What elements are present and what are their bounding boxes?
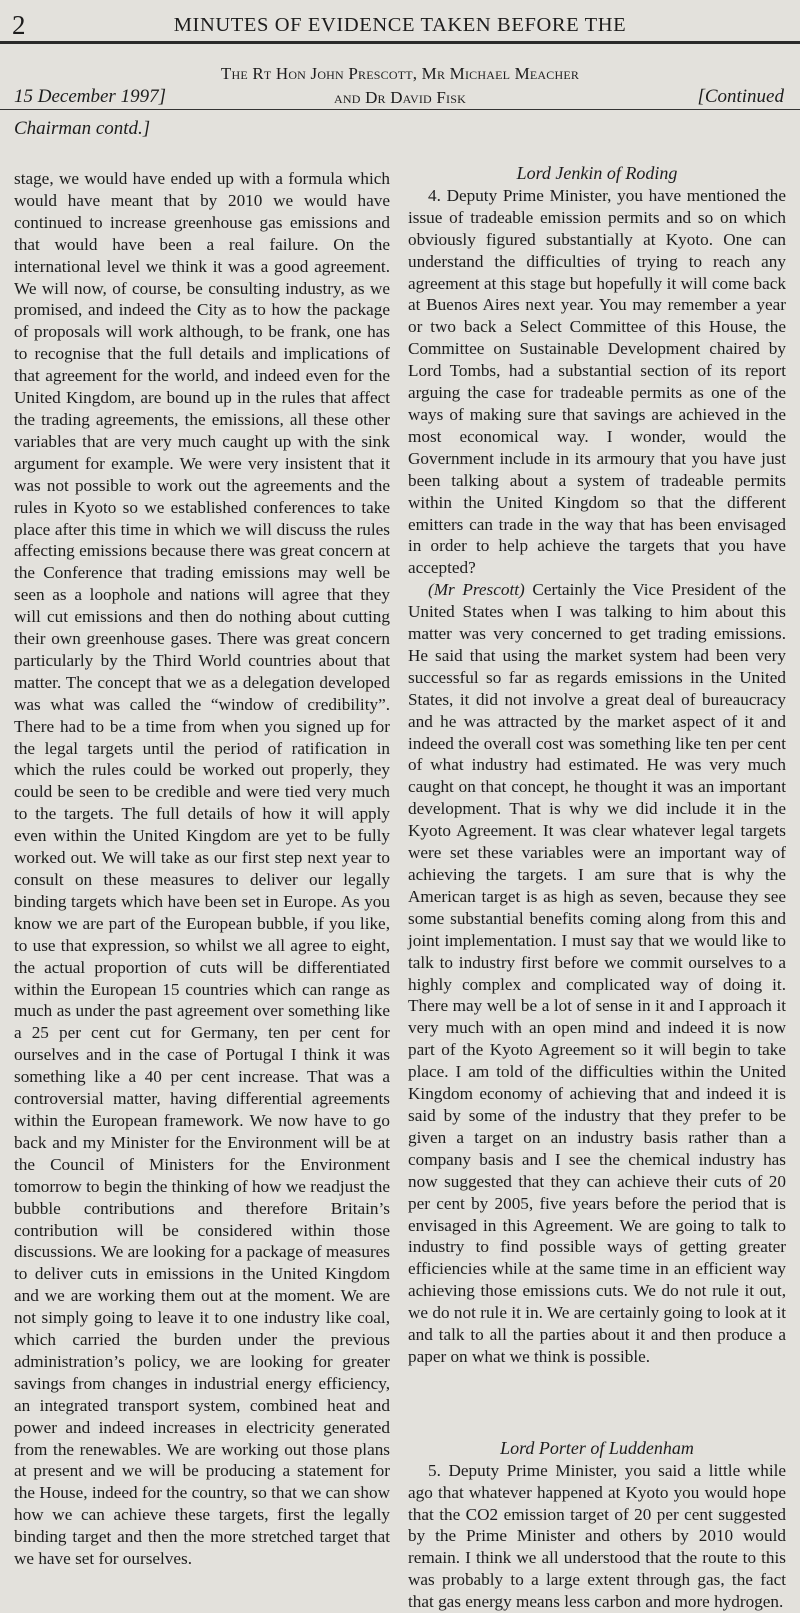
speaker-chairman: Chairman contd.]	[14, 118, 151, 139]
header-rule	[0, 41, 800, 44]
section-spacer	[408, 1368, 786, 1438]
hearing-date: 15 December 1997]	[14, 86, 166, 107]
right-column	[408, 163, 787, 1612]
witness-names	[0, 62, 800, 110]
answer-4	[408, 579, 786, 1368]
continued-label: [Continued	[697, 86, 784, 107]
question-4: 4. Deputy Prime Minister, you have mentioned the issue of tradeable emission permits and so on which obviously figured substantially at Kyoto. One can understand the difficulties of trying to reach any agreement at this stage but hopefully it will come back at Buenos Aires next year. You may remember a year or two back a Select Committee of this House, the Committee on Sustainable Development chaired by Lord Tombs, had a substantial section of its report arguing the case for tradeable permits as one of the ways of making sure that savings are achieved in the most economical way. I wonder, would the Government include in its armoury that you have just been talking about a system of tradeable permits within the United Kingdom so that the different emitters can trade in the way that has been envisaged in order to help achieve the targets that you have accepted?	[408, 185, 786, 578]
question-5: 5. Deputy Prime Minister, you said a little while ago that whatever happened at Kyoto you would hope that the CO2 emission target of 20 per cent suggested by the Prime Minister and others by 2010 would remain. I think we all understood that the route to this was probably to a large extent through gas, the fact that gas energy means less carbon and more hydrogen.	[408, 1460, 786, 1612]
witness-line-1: The Rt Hon John Prescott, Mr Michael Meacher	[220, 64, 580, 83]
section-rule	[0, 109, 800, 110]
witness-prescott: (Mr Prescott)	[428, 580, 525, 600]
left-column	[14, 168, 390, 1569]
hearing-header	[0, 48, 800, 108]
page-number: 2	[12, 10, 26, 40]
chairman-paragraph: stage, we would have ended up with a formula which would have meant that by 2010 we would have continued to increase greenhouse gas emissions and that would have been a real failure. On the international level we think it was a good agreement. We will now, of course, be consulting industry, as we promised, and indeed the City as to how the package of proposals will work although, to be frank, one has to recognise that the full details and implications of that agreement for the world, and indeed even for the United Kingdom, are bound up in the rules that affect the trading agreements, the emissions, all these other variables that are very much caught up with the sink argument for example. We were very insistent that it was not possible to work out the agreements and the rules in Kyoto so we established conferences to take place after this time in which we will discuss the rules affecting emissions because there was great concern at the Conference that trading emissions may well be seen as a loophole and nations will agree that they will cut emissions and then do nothing about cutting their own greenhouse gases. There was great concern particularly by the Third World countries about that matter. The concept that we as a delegation developed was what was called the “window of credibility”. There had to be a time from when you signed up for the legal targets until the period of ratification in which the rules could be worked out properly, they could be seen to be credible and were tied very much to the targets. The full details of how it will apply even within the United Kingdom are yet to be fully worked out. We will take as our first step next year to consult on these measures to deliver our legally binding targets which have been set in Europe. As you know we are part of the European bubble, if you like, to use that expression, so whilst we all agree to eight, the actual proportion of cuts will be differentiated within the European 15 countries which can range as much as under the past agreement over something like a 25 per cent cut for Germany, ten per cent for ourselves and in the case of Portugal I think it was something like a 40 per cent increase. That was a controversial matter, having differential agreements within the European framework. We now have to go back and my Minister for the Environment will be at the Council of Ministers for the Environment tomorrow to begin the thinking of how we readjust the bubble contributions and therefore Britain’s contribution will be considered within those discussions. We are looking for a package of measures to deliver cuts in emissions in the United Kingdom and we are working them out at the moment. We are not simply going to leave it to one industry like coal, which carried the burden under the previous administration’s policy, we are looking for greater savings from changes in industrial energy efficiency, an integrated transport system, combined heat and power and indeed increases in electricity generated from the renewables. We are working out those plans at present and we will be producing a statement for the House, indeed for the country, so that we can show how we can achieve these targets, first the legally binding target and then the more stretched target that we have set for ourselves.	[14, 169, 390, 1569]
witness-line-2: and Dr David Fisk	[334, 88, 466, 107]
answer-4-text: Certainly the Vice President of the United States when I was talking to him about this matter was very concerned to get trading emissions. He said that using the market system had been very successful so far as regards emissions in the United States, it did not involve a great deal of bureaucracy and he was attracted by the market aspect of it and indeed the overall cost was something like ten per cent of what industry had estimated. He was very much caught on that concept, he thought it was an important development. That is why we did include it in the Kyoto Agreement. It was clear whatever legal targets were set these variables were an important way of achieving the targets. I am sure that is why the American target is as high as seven, because they see some substantial benefits coming along from this and joint implementation. I must say that we would like to talk to industry first before we commit ourselves to a highly complex and complicated way of doing it. There may well be a lot of sense in it and I approach it very much with an open mind and indeed it is now part of the Kyoto Agreement so it will begin to take place. I am told of the difficulties within the United Kingdom economy of achieving that and indeed it is said by some of the industry that they prefer to be given a target on an industry basis rather than a company basis and I see the chemical industry has now suggested that they can achieve their cuts of 20 per cent by 2005, five years before the period that is envisaged in this Agreement. We are going to talk to industry to find possible ways of getting greater efficiencies while at the same time in an efficient way achieving those emissions cuts. We do not rule it out, we do not rule it in. We are certainly going to look at it and talk to all the parties about it and then produce a paper on what we think is possible.	[408, 580, 787, 1366]
running-title: MINUTES OF EVIDENCE TAKEN BEFORE THE	[173, 14, 627, 36]
speaker-lord-porter: Lord Porter of Luddenham	[500, 1437, 694, 1458]
speaker-lord-jenkin: Lord Jenkin of Roding	[516, 163, 678, 183]
